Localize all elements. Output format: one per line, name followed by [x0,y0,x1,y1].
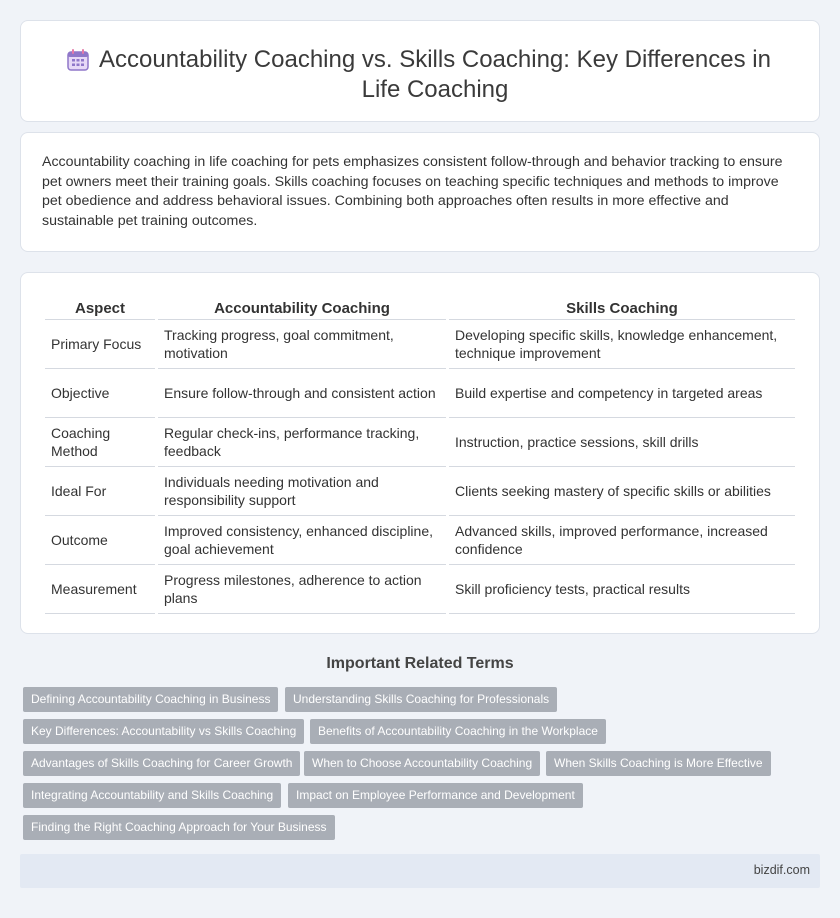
comparison-card [20,272,820,634]
related-tag[interactable]: Defining Accountability Coaching in Business [23,687,278,712]
row-accountability: Ensure follow-through and consistent action [158,369,446,418]
row-accountability: Progress milestones, adherence to action plans [158,565,446,614]
header-aspect: Aspect [45,295,155,320]
row-skills: Skill proficiency tests, practical results [449,565,795,614]
footer-site[interactable]: bizdif.com [753,863,810,877]
related-tag[interactable]: Key Differences: Accountability vs Skills Coaching [23,719,304,744]
table-row [45,467,795,516]
related-tag[interactable]: When to Choose Accountability Coaching [304,751,540,776]
related-terms-title: Important Related Terms [326,655,514,672]
page-title: Accountability Coaching vs. Skills Coaching: Key Differences in Life Coaching [99,46,771,103]
row-aspect: Objective [45,369,155,418]
row-accountability: Tracking progress, goal commitment, motivation [158,320,446,369]
row-skills: Build expertise and competency in targeted areas [449,369,795,418]
comparison-table [42,295,798,614]
row-accountability: Individuals needing motivation and responsibility support [158,467,446,516]
related-tag[interactable]: Integrating Accountability and Skills Coaching [23,783,281,808]
related-tag[interactable]: Finding the Right Coaching Approach for Your Business [23,815,335,840]
intro-paragraph: Accountability coaching in life coaching for pets emphasizes consistent follow-through and behavior tracking to ensure pet owners meet their training goals. Skills coaching focuses on teaching specific techniques and methods to improve pet obedience and address behavioral issues. Combining both approaches often results in more effective and sustainable pet training outcomes. [42,154,783,229]
related-tag[interactable]: Benefits of Accountability Coaching in the Workplace [310,719,606,744]
table-row [45,516,795,565]
row-accountability: Improved consistency, enhanced discipline, goal achievement [158,516,446,565]
intro-card [20,132,820,252]
row-aspect: Measurement [45,565,155,614]
footer [20,854,820,888]
related-tag[interactable]: When Skills Coaching is More Effective [546,751,771,776]
table-row [45,418,795,467]
related-tag[interactable]: Advantages of Skills Coaching for Career Growth [23,751,300,776]
table-row [45,565,795,614]
row-aspect: Coaching Method [45,418,155,467]
row-aspect: Primary Focus [45,320,155,369]
row-skills: Clients seeking mastery of specific skills or abilities [449,467,795,516]
header-skills: Skills Coaching [449,295,795,320]
row-skills: Instruction, practice sessions, skill drills [449,418,795,467]
row-accountability: Regular check-ins, performance tracking, feedback [158,418,446,467]
row-skills: Advanced skills, improved performance, increased confidence [449,516,795,565]
table-header-row [45,295,795,320]
header-accountability: Accountability Coaching [158,295,446,320]
table-row [45,369,795,418]
related-tag[interactable]: Impact on Employee Performance and Development [288,783,583,808]
row-aspect: Ideal For [45,467,155,516]
row-skills: Developing specific skills, knowledge enhancement, technique improvement [449,320,795,369]
title-card [20,20,820,122]
table-row [45,320,795,369]
related-tag[interactable]: Understanding Skills Coaching for Professionals [285,687,557,712]
row-aspect: Outcome [45,516,155,565]
